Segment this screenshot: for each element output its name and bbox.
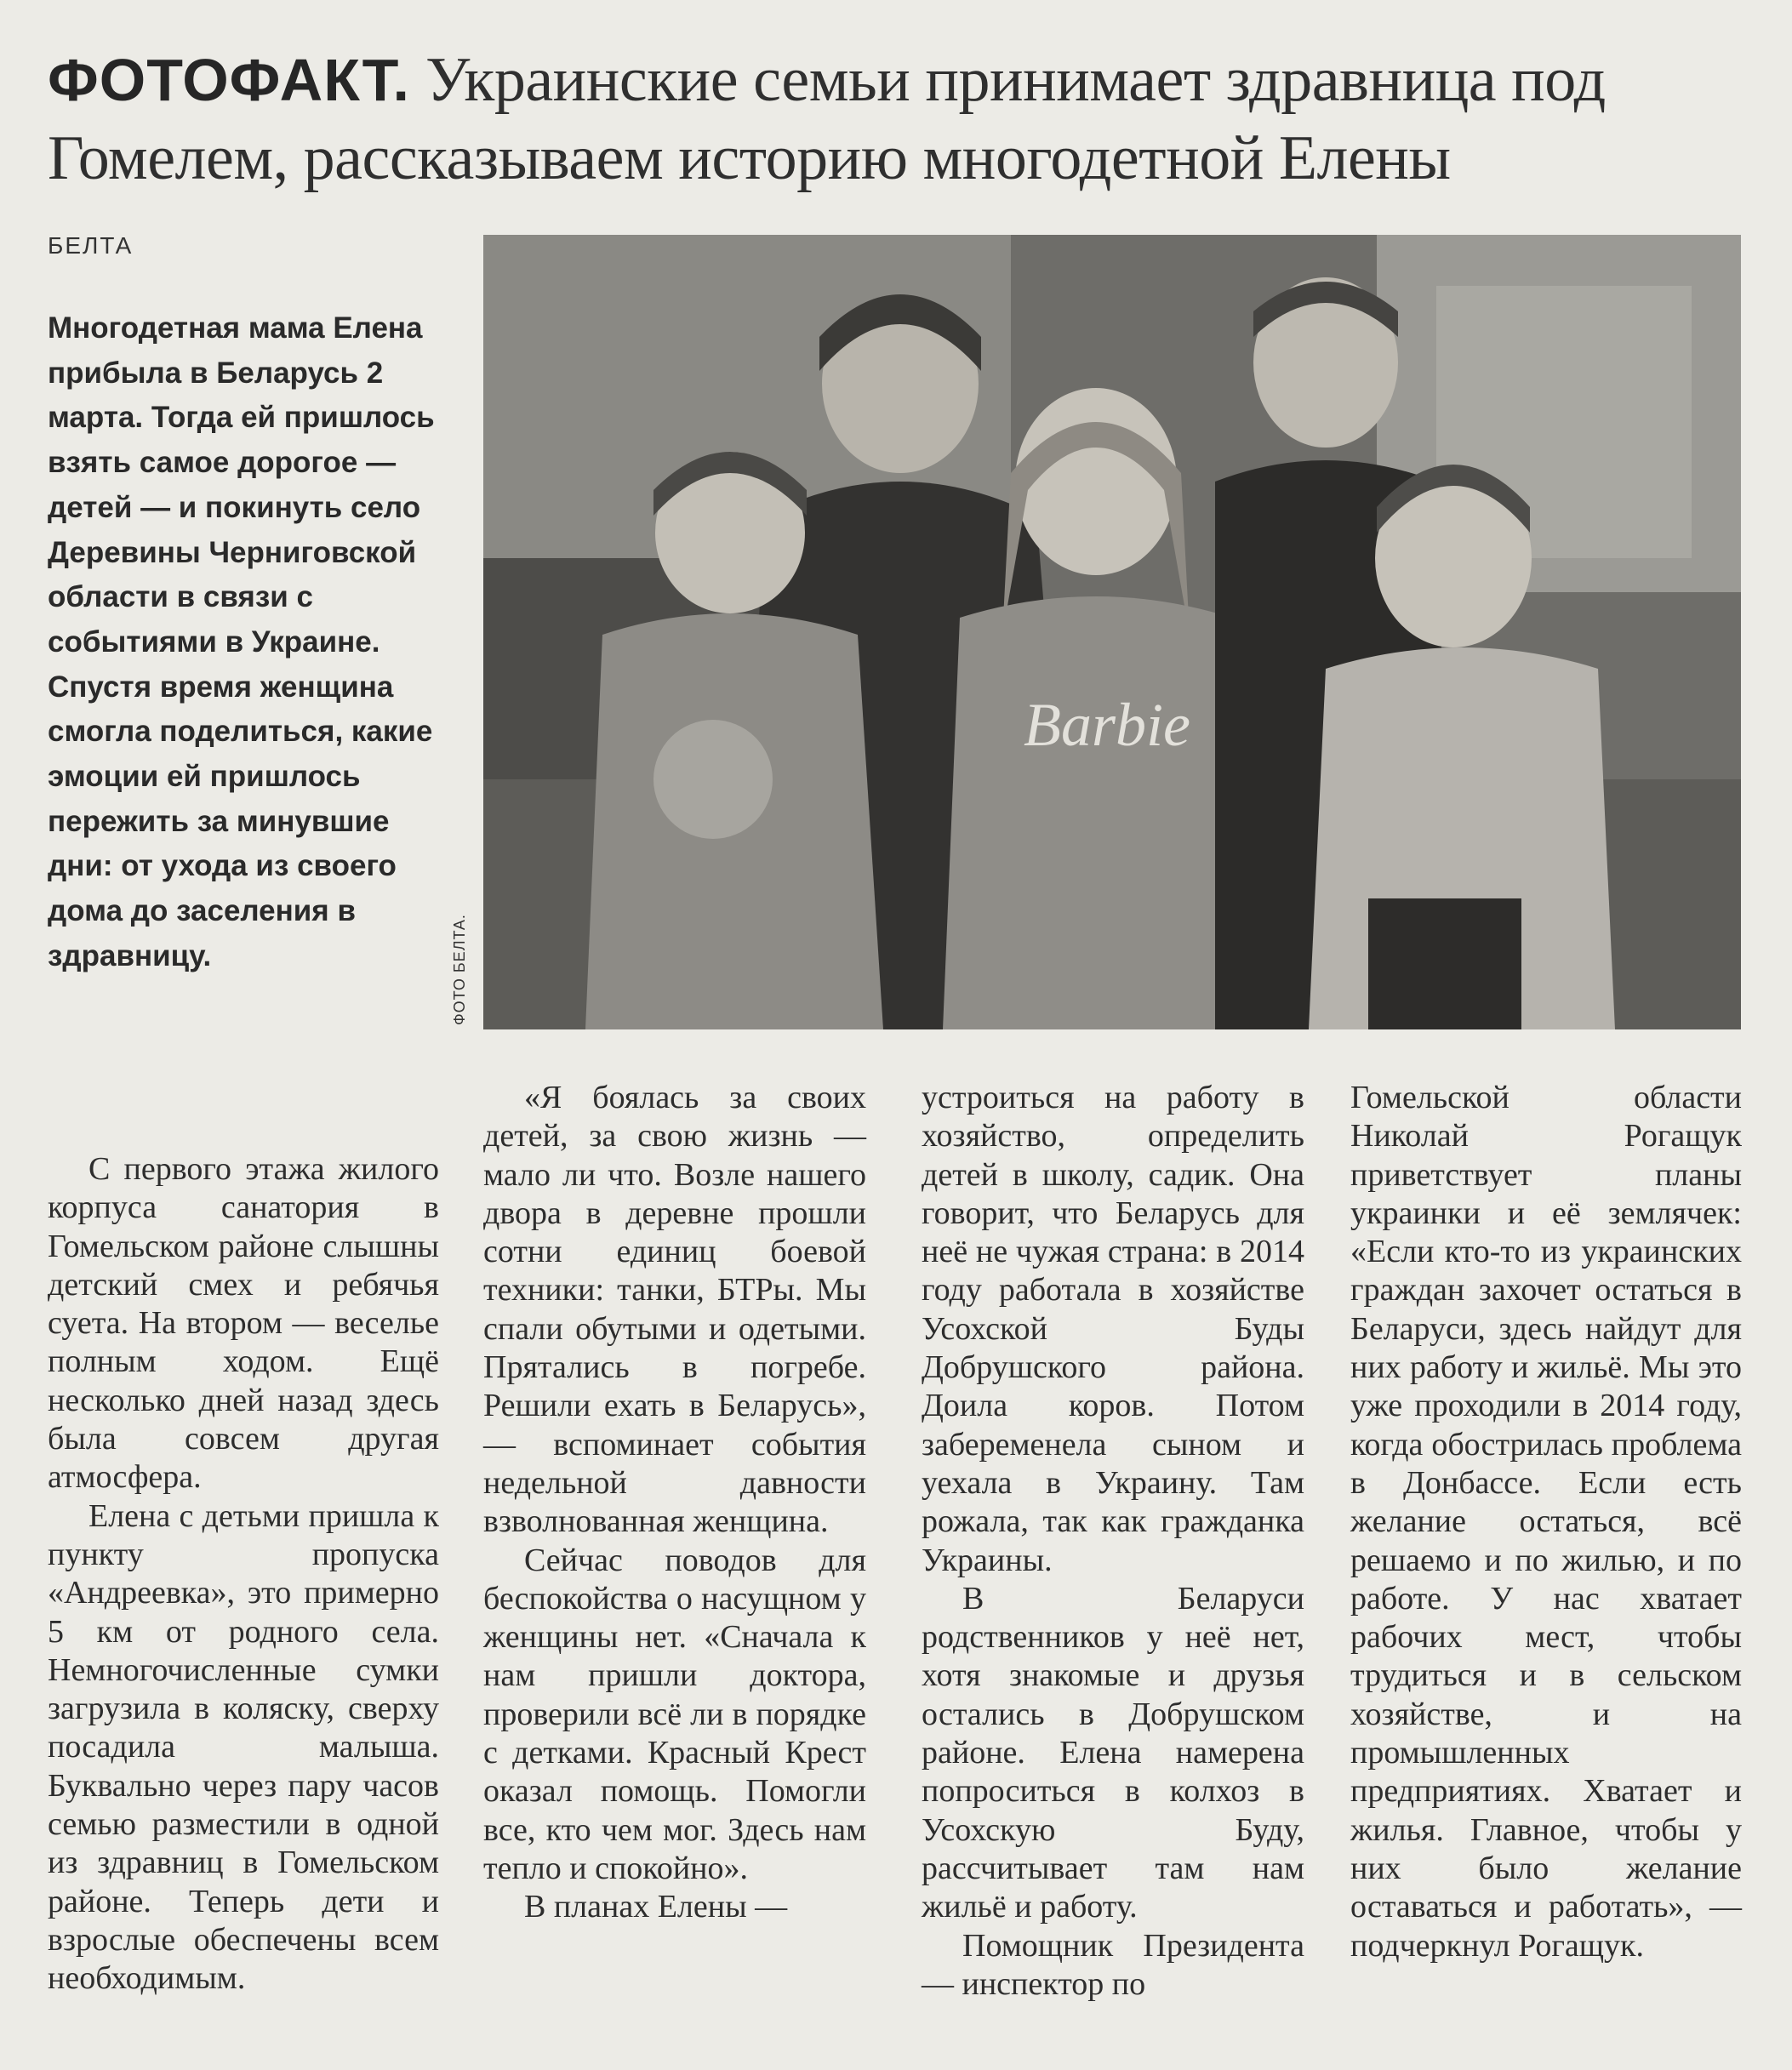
paragraph: устроиться на работу в хозяйство, определить детей в школу, садик. Она говорит, что Беларусь для неё не чужая страна: в 2014 году работала в хозяйстве Усохской Буды Добрушского района. Доила коров. Потом забеременела сыном и уехала в Украину. Там рожала, так как гражданка Украины. bbox=[922, 1080, 1304, 1578]
photo-credit: ФОТО БЕЛТА. bbox=[451, 914, 468, 1025]
article-column-2 bbox=[483, 1079, 866, 1927]
paragraph: С первого этажа жилого корпуса санатория в Гомельском районе слышны детский смех и ребячья суета. На втором — веселье полным ходом. Ещё несколько дней назад здесь была совсем другая атмосфера. bbox=[48, 1151, 439, 1496]
article-column-1 bbox=[48, 1150, 439, 1999]
paragraph: «Я боялась за своих детей, за свою жизнь — мало ли что. Возле нашего двора в деревне прошли сотни единиц боевой техники: танки, БТРы. Мы спали обутыми и одетыми. Прятались в погребе. Решили ехать в Беларусь», — вспоминает события недельной давности взволнованная женщина. bbox=[483, 1080, 866, 1540]
paragraph: Гомельской области Николай Рогащук приветствует планы украинки и её землячек: «Если кто-то из украинских граждан захочет остаться в Беларуси, здесь найдут для них работу и жильё. Мы это уже проходили в 2014 году, когда обострилась проблема в Донбассе. Если есть желание остаться, всё решаемо и по жилью, и по работе. У нас хватает рабочих мест, чтобы трудиться и в сельском хозяйстве, и на промышленных предприятиях. Хватает и жилья. Главное, чтобы у них было желание оставаться и работать», — подчеркнул Рогащук. bbox=[1350, 1080, 1742, 1964]
article-column-4 bbox=[1350, 1079, 1742, 1965]
headline-kicker: ФОТОФАКТ. bbox=[48, 47, 410, 113]
article-lead: Многодетная мама Елена прибыла в Беларусь 2 марта. Тогда ей пришлось взять самое дорогое — детей — и покинуть село Деревины Черниговской области в связи с событиями в Украине. Спустя время женщина смогла поделиться, какие эмоции ей пришлось пережить за минувшие дни: от ухода из своего дома до заселения в здравницу. bbox=[48, 311, 435, 972]
paragraph: Елена с детьми пришла к пункту пропуска «Андреевка», это примерно 5 км от родного села. Немногочисленные сумки загрузила в коляску, сверху посадила малыша. Буквально через пару часов семью разместили в одной из здравниц в Гомельском районе. Теперь дети и взрослые обеспечены всем необходимым. bbox=[48, 1497, 439, 1997]
article-headline bbox=[48, 41, 1758, 197]
article-column-3 bbox=[922, 1079, 1304, 2004]
paragraph: Сейчас поводов для беспокойства о насущном у женщины нет. «Сначала к нам пришли доктора, проверили всё ли в порядке с детками. Красный Крест оказал помощь. Помогли все, кто чем мог. Здесь нам тепло и спокойно». bbox=[483, 1542, 866, 1886]
paragraph: В планах Елены — bbox=[524, 1889, 788, 1925]
headline-text: Украинские семьи принимает здравница под Гомелем, рассказываем историю многодетной Елены bbox=[48, 45, 1606, 193]
article-photo bbox=[483, 235, 1741, 1029]
article-source: БЕЛТА bbox=[48, 232, 134, 259]
paragraph: В Беларуси родственников у неё нет, хотя знакомые и друзья остались в Добрушском районе. Елена намерена попроситься в колхоз в Усохскую Буду, рассчитывает там нам жильё и работу. bbox=[922, 1580, 1304, 1925]
paragraph: Помощник Президента — инспектор по bbox=[922, 1927, 1304, 2002]
shirt-lettering: Barbie bbox=[1024, 691, 1190, 759]
family-photo-illustration bbox=[483, 235, 1741, 1029]
